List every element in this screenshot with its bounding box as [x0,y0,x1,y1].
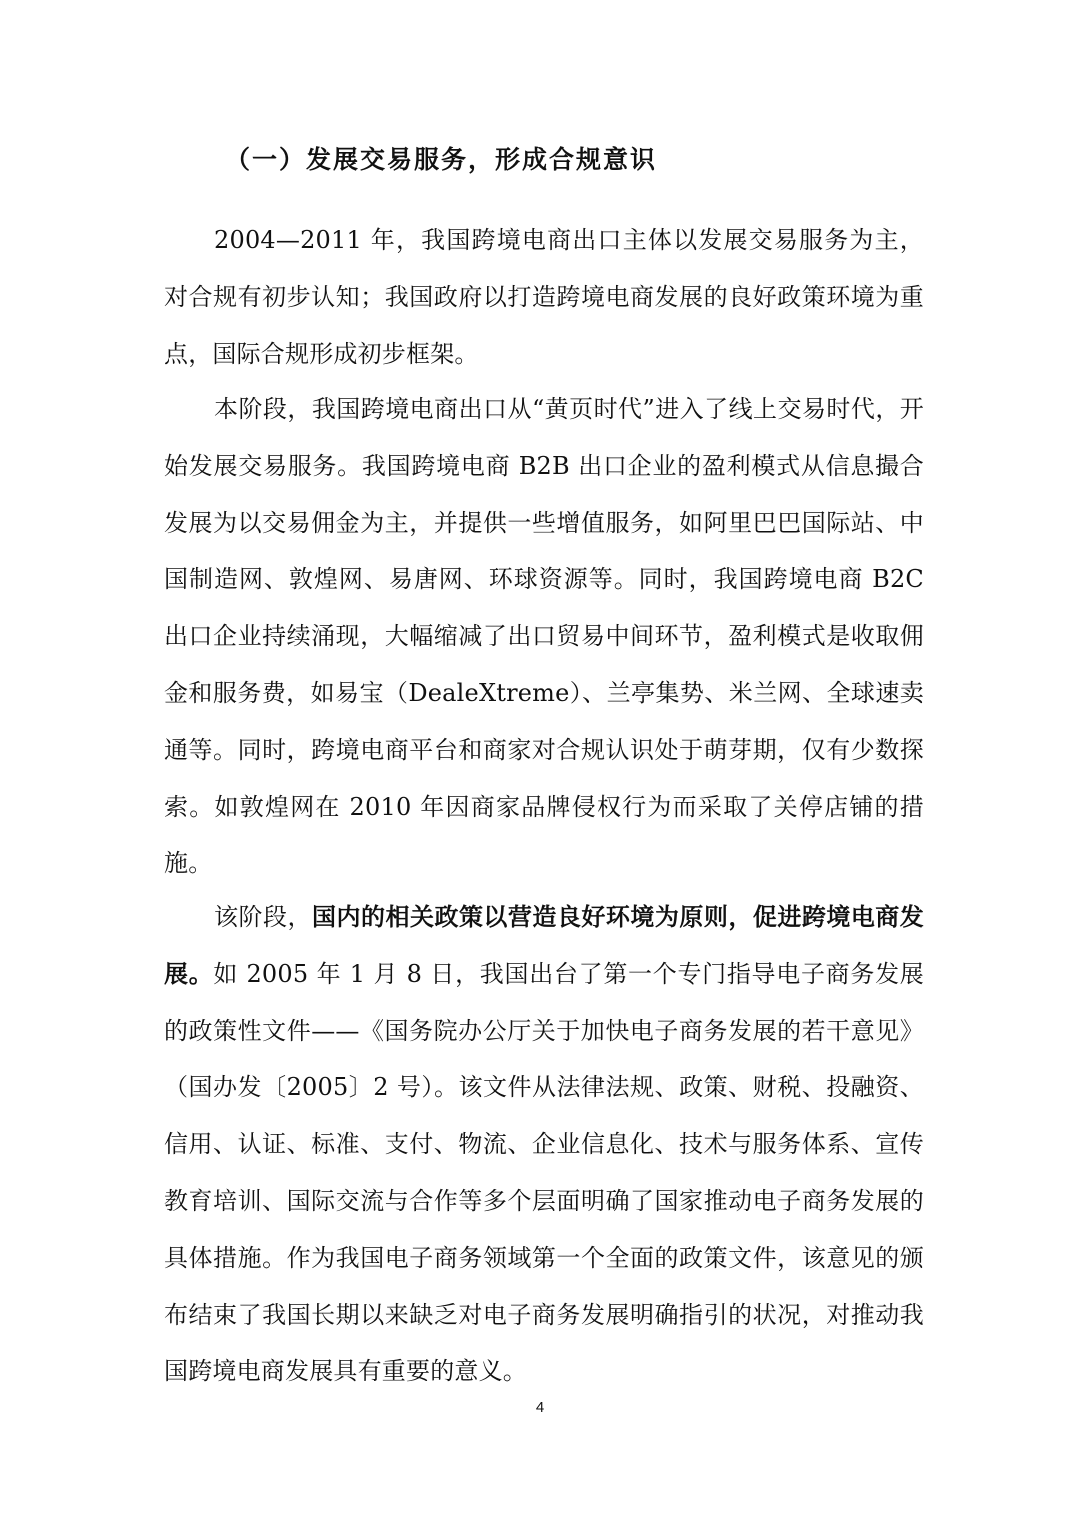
page-number: 4 [535,1399,545,1416]
paragraph-2: 本阶段，我国跨境电商出口从“黄页时代”进入了线上交易时代，开始发展交易服务。我国跨境电商 B2B 出口企业的盈利模式从信息撮合发展为以交易佣金为主，并提供一些增值服务，如阿里巴巴国际站、中国制造网、敦煌网、易唐网、环球资源等。同时，我国跨境电商 B2C 出口企业持续涌现，大幅缩减了出口贸易中间环节，盈利模式是收取佣金和服务费，如易宝（DealeXtreme）、兰亭集势、米兰网、全球速卖通等。同时，跨境电商平台和商家对合规认识处于萌芽期，仅有少数探索。如敦煌网在 2010 年因商家品牌侵权行为而采取了关停店铺的措施。 [164,395,924,878]
section-heading: （一）发展交易服务，形成合规意识 [225,145,658,174]
paragraph-3-lead: 该阶段， [214,903,312,931]
paragraph-1: 2004—2011 年，我国跨境电商出口主体以发展交易服务为主，对合规有初步认知；我国政府以打造跨境电商发展的良好政策环境为重点，国际合规形成初步框架。 [164,226,924,368]
paragraph-3-body: 如 2005 年 1 月 8 日，我国出台了第一个专门指导电子商务发展的政策性文件——《国务院办公厅关于加快电子商务发展的若干意见》（国办发〔2005〕2 号）。该文件从法律法规、政策、财税、投融资、信用、认证、标准、支付、物流、企业信息化、技术与服务体系、宣传教育培训、国际交流与合作等多个层面明确了国家推动电子商务发展的具体措施。作为我国电子商务领域第一个全面的政策文件，该意见的颁布结束了我国长期以来缺乏对电子商务发展明确指引的状况，对推动我国跨境电商发展具有重要的意义。 [164,959,925,1386]
paragraph-3 [164,889,924,1400]
paragraph-3-emphasis: 国内的相关政策以营造良好环境为原则，促进跨境电商发展。 [164,902,925,988]
